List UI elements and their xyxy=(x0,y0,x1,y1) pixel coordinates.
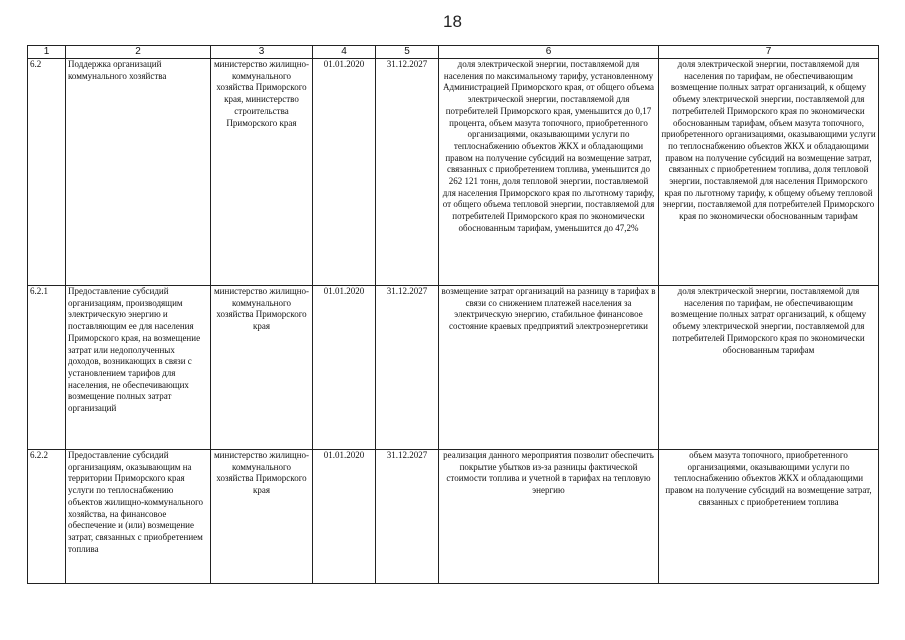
activity-name: Предоставление субсидий организациям, производящим электрическую энергию и поставляющим ее для населения Приморского края, на возмещение затрат или недополученных доходов, возникающих в связи с установлением тарифов для населения, не обеспечивающих возмещение полных затрат организаций xyxy=(66,286,211,450)
expected-result: возмещение затрат организаций на разницу в тарифах в связи со снижением платежей населения за электрическую энергию, стабильное финансовое состояние краевых предприятий электроэнергетики xyxy=(439,286,659,450)
target-indicator: доля электрической энергии, поставляемой для населения по тарифам, не обеспечивающим возмещение полных затрат организаций, к общему объему электрической энергии, поставляемой для потребителей Приморского края по экономически обоснованным тарифам xyxy=(659,286,879,450)
program-table xyxy=(27,45,879,584)
column-number: 5 xyxy=(376,46,439,59)
end-date: 31.12.2027 xyxy=(376,450,439,584)
responsible-executor: министерство жилищно-коммунального хозяйства Приморского края, министерство строительства Приморского края xyxy=(211,59,313,286)
activity-name: Поддержка организаций коммунального хозяйства xyxy=(66,59,211,286)
start-date: 01.01.2020 xyxy=(313,286,376,450)
expected-result: доля электрической энергии, поставляемой для населения по максимальному тарифу, установленному Администрацией Приморского края, от общего объема электрической энергии, поставляемой для потребителей Приморского края, уменьшится до 0,17 процента, объем мазута топочного, приобретенного организациями, оказывающими услуги по теплоснабжению объектов ЖКХ и обладающими правом на получение субсидий на возмещение затрат, связанных с приобретением топлива, уменьшится до 262 121 тонн, доля тепловой энергии, поставляемой для населения Приморского края по льготному тарифу, от общего объема тепловой энергии, поставляемой для потребителей Приморского края по экономически обоснованным тарифам, уменьшится до 47,2% xyxy=(439,59,659,286)
end-date: 31.12.2027 xyxy=(376,286,439,450)
target-indicator: доля электрической энергии, поставляемой для населения по тарифам, не обеспечивающим возмещение полных затрат организаций, к общему объему электрической энергии, поставляемой для потребителей Приморского края по экономически обоснованным тарифам, объем мазута топочного, приобретенного организациями, оказывающими услуги по теплоснабжению объектов ЖКХ и обладающими правом на получение субсидий на возмещение затрат, связанных с приобретением топлива, доля тепловой энергии, поставляемой для населения Приморского края по льготному тарифу, к общему объему тепловой энергии, поставляемой для потребителей Приморского края по экономически обоснованным тарифам xyxy=(659,59,879,286)
column-number: 2 xyxy=(66,46,211,59)
column-number: 6 xyxy=(439,46,659,59)
activity-name: Предоставление субсидий организациям, оказывающим на территории Приморского края услуги по теплоснабжению объектов жилищно-коммунального хозяйства, на финансовое обеспечение и (или) возмещение затрат, связанных с приобретением топлива xyxy=(66,450,211,584)
row-number: 6.2.1 xyxy=(28,286,66,450)
table-row xyxy=(28,450,879,584)
start-date: 01.01.2020 xyxy=(313,59,376,286)
target-indicator: объем мазута топочного, приобретенного организациями, оказывающими услуги по теплоснабжению объектов ЖКХ и обладающими правом на получение субсидий на возмещение затрат, связанных с приобретением топлива xyxy=(659,450,879,584)
responsible-executor: министерство жилищно-коммунального хозяйства Приморского края xyxy=(211,450,313,584)
column-number: 3 xyxy=(211,46,313,59)
start-date: 01.01.2020 xyxy=(313,450,376,584)
row-number: 6.2.2 xyxy=(28,450,66,584)
responsible-executor: министерство жилищно-коммунального хозяйства Приморского края xyxy=(211,286,313,450)
column-number-row xyxy=(28,46,879,59)
expected-result: реализация данного мероприятия позволит обеспечить покрытие убытков из-за разницы фактической стоимости топлива и учетной в тарифах на тепловую энергию xyxy=(439,450,659,584)
row-number: 6.2 xyxy=(28,59,66,286)
page-number: 18 xyxy=(443,12,462,31)
column-number: 4 xyxy=(313,46,376,59)
table-row xyxy=(28,59,879,286)
column-number: 1 xyxy=(28,46,66,59)
column-number: 7 xyxy=(659,46,879,59)
end-date: 31.12.2027 xyxy=(376,59,439,286)
table-row xyxy=(28,286,879,450)
